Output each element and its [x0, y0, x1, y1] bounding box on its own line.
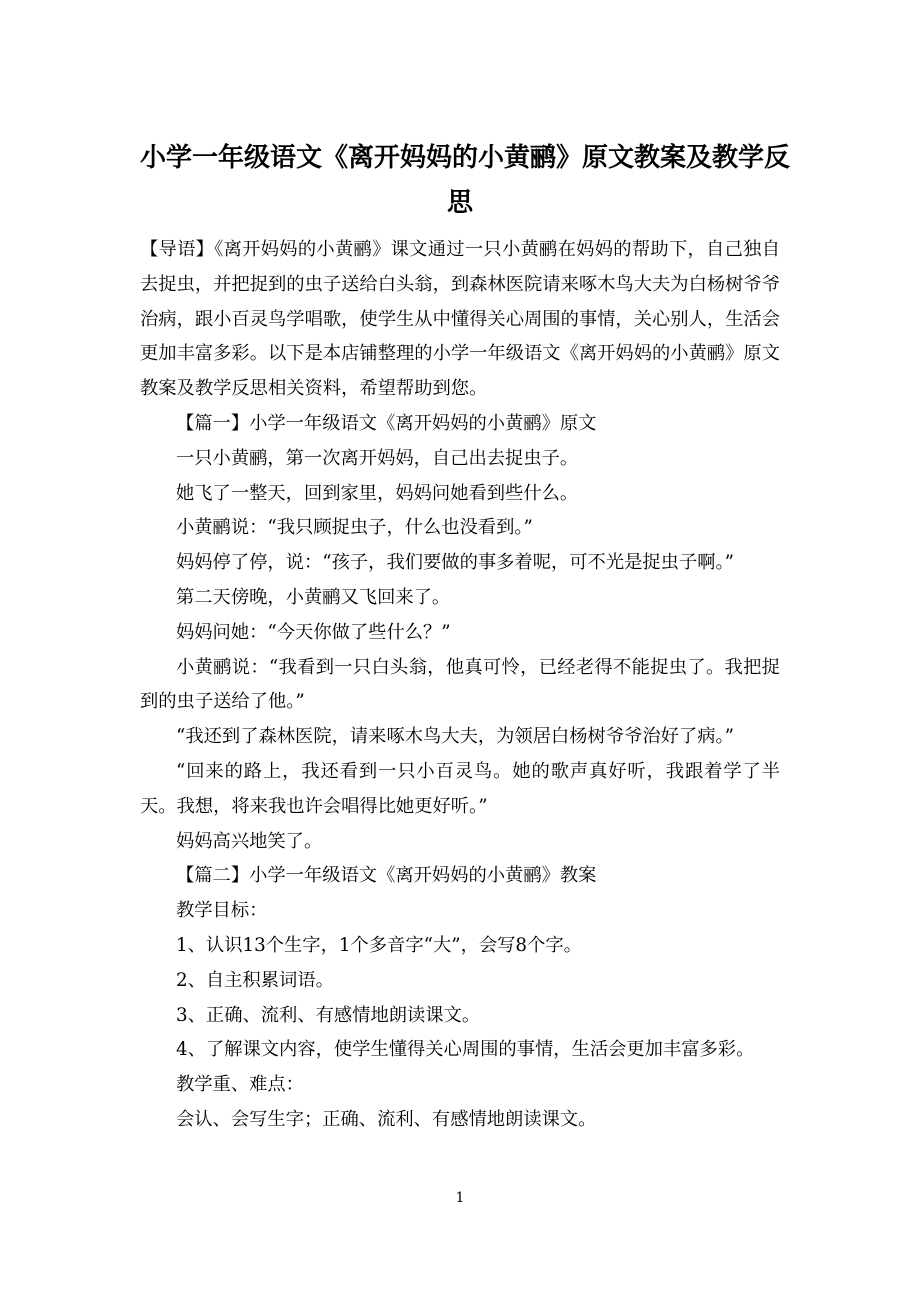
- document-title-line-1: 小学一年级语文《离开妈妈的小黄鹂》原文教案及教学反: [140, 143, 791, 173]
- subheading-teaching-goals: 教学目标：: [176, 900, 268, 922]
- page-number: 1: [455, 1190, 465, 1206]
- goal-item: 3、正确、流利、有感情地朗读课文。: [176, 1004, 481, 1026]
- section-heading-part-two: 【篇二】小学一年级语文《离开妈妈的小黄鹂》教案: [176, 865, 597, 887]
- goal-item: 2、自主积累词语。: [176, 969, 334, 991]
- story-paragraph: “回来的路上，我还看到一只小百灵鸟。她的歌声真好听，我跟着学了半天。我想，将来我也许会唱得比她更好听。”: [140, 760, 780, 817]
- goal-item: 4、了解课文内容，使学生懂得关心周围的事情，生活会更加丰富多彩。: [176, 1039, 755, 1061]
- story-paragraph: 妈妈问她：“今天你做了些什么？”: [176, 621, 451, 643]
- subheading-key-points: 教学重、难点：: [176, 1074, 304, 1096]
- story-paragraph: “我还到了森林医院，请来啄木鸟大夫，为领居白杨树爷爷治好了病。”: [176, 726, 734, 748]
- document-body: [140, 233, 780, 1138]
- goal-item: 1、认识13个生字，1个多音字“大”，会写8个字。: [176, 934, 582, 956]
- story-paragraph: 一只小黄鹂，第一次离开妈妈，自己出去捉虫子。: [176, 447, 579, 469]
- section-heading-part-one: 【篇一】小学一年级语文《离开妈妈的小黄鹂》原文: [176, 412, 597, 434]
- story-paragraph: 妈妈高兴地笑了。: [176, 830, 323, 852]
- story-paragraph: 她飞了一整天，回到家里，妈妈问她看到些什么。: [176, 482, 579, 504]
- document-title-line-2: 思: [446, 188, 473, 218]
- story-paragraph: 小黄鹂说：“我看到一只白头翁，他真可怜，已经老得不能捉虫了。我把捉到的虫子送给了他。”: [140, 656, 780, 713]
- story-paragraph: 小黄鹂说：“我只顾捉虫子，什么也没看到。”: [176, 517, 533, 539]
- key-points-paragraph: 会认、会写生字；正确、流利、有感情地朗读课文。: [176, 1108, 597, 1130]
- intro-paragraph: 【导语】《离开妈妈的小黄鹂》课文通过一只小黄鹂在妈妈的帮助下，自己独自去捉虫，并把捉到的虫子送给白头翁，到森林医院请来啄木鸟大夫为白杨树爷爷治病，跟小百灵鸟学唱歌，使学生从中懂得关心周围的事情，关心别人，生活会更加丰富多彩。以下是本店铺整理的小学一年级语文《离开妈妈的小黄鹂》原文教案及教学反思相关资料，希望帮助到您。: [140, 239, 780, 400]
- story-paragraph: 第二天傍晚，小黄鹂又飞回来了。: [176, 586, 451, 608]
- story-paragraph: 妈妈停了停，说：“孩子，我们要做的事多着呢，可不光是捉虫子啊。”: [176, 552, 734, 574]
